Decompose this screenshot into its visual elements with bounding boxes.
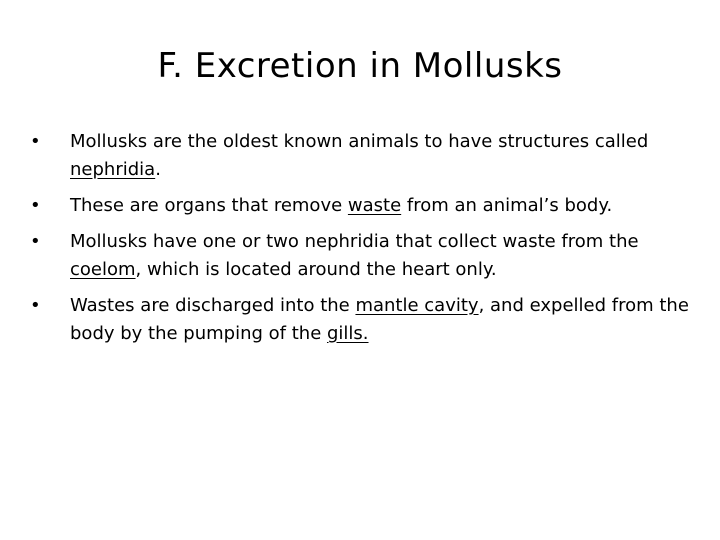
bullet-marker: • [30, 195, 41, 216]
underlined-term: mantle cavity [355, 295, 479, 316]
underlined-term: nephridia [70, 159, 156, 180]
bullet-list [30, 128, 690, 356]
bullet-text-segment: Mollusks are the oldest known animals to have structures called [70, 131, 649, 152]
underlined-term: waste [347, 195, 402, 216]
bullet-text-segment: Wastes are discharged into the [70, 295, 356, 316]
bullet-text [70, 195, 612, 216]
bullet-text-segment: . [155, 159, 161, 180]
bullet-text-segment: Mollusks have one or two nephridia that collect waste from the [70, 231, 639, 252]
underlined-term: coelom [70, 259, 136, 280]
bullet-text [70, 131, 648, 180]
bullet-text-segment: from an animal’s body. [401, 195, 613, 216]
slide-title: F. Excretion in Mollusks [157, 46, 563, 86]
bullet-item [30, 128, 690, 184]
bullet-text-segment: These are organs that remove [70, 195, 348, 216]
bullet-text [70, 295, 689, 344]
underlined-term: gills. [326, 323, 369, 344]
bullet-text-segment: , and expelled from the body by the pumping of the [70, 295, 689, 344]
bullet-item [30, 192, 690, 220]
bullet-item [30, 228, 690, 284]
bullet-text [70, 231, 639, 280]
bullet-marker: • [30, 231, 41, 252]
bullet-marker: • [30, 295, 41, 316]
bullet-marker: • [30, 131, 41, 152]
bullet-text-segment: , which is located around the heart only. [135, 259, 497, 280]
bullet-item [30, 292, 690, 348]
